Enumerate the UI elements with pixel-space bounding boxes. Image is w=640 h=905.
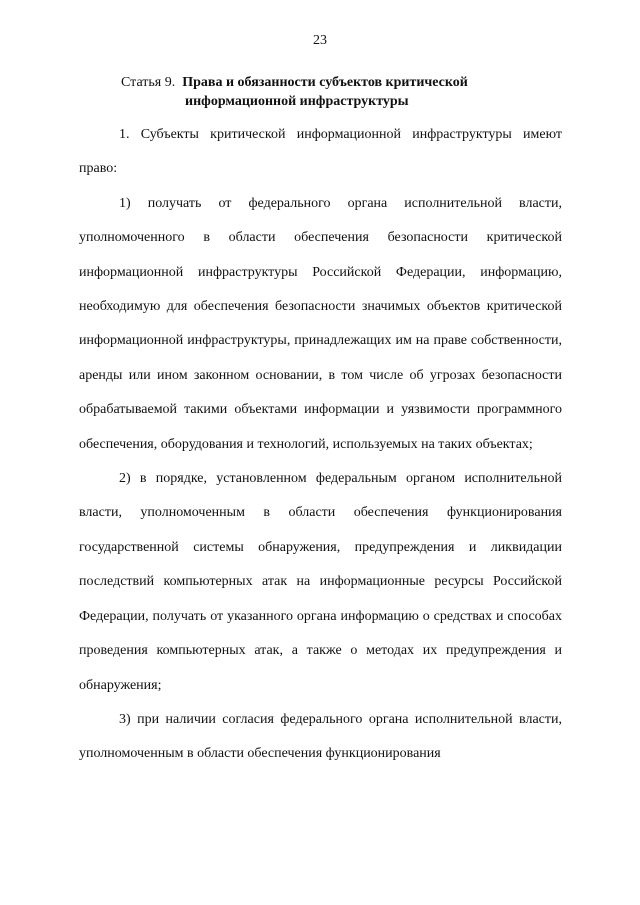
article-label: Статья 9. bbox=[121, 75, 176, 90]
article-heading bbox=[121, 73, 581, 111]
paragraph-item-2: 2) в порядке, установленном федеральным органом исполнительной власти, уполномоченным в области обеспечения функционирования государственной системы обнаружения, предупреждения и ликвидации последствий компьютерных атак на информационные ресурсы Российской Федерации, получать от указанного органа информацию о средствах и способах проведения компьютерных атак, а также о методах их предупреждения и обнаружения; bbox=[79, 471, 562, 693]
article-title-line1: Права и обязанности субъектов критической bbox=[182, 75, 468, 90]
paragraph-1: 1. Субъекты критической информационной инфраструктуры имеют право: bbox=[79, 127, 562, 177]
page-number: 23 bbox=[313, 33, 327, 48]
paragraph-item-1: 1) получать от федерального органа исполнительной власти, уполномоченного в области обеспечения безопасности критической информационной инфраструктуры Российской Федерации, информацию, необходимую для обеспечения безопасности значимых объектов критической информационной инфраструктуры, принадлежащих им на праве собственности, аренды или ином законном основании, в том числе об угрозах безопасности обрабатываемой такими объектами информации и уязвимости программного обеспечения, оборудования и технологий, используемых на таких объектах; bbox=[79, 195, 562, 452]
article-body bbox=[79, 118, 562, 772]
paragraph-item-3: 3) при наличии согласия федерального органа исполнительной власти, уполномоченным в области обеспечения функционирования bbox=[79, 711, 562, 762]
article-title-line2: информационной инфраструктуры bbox=[185, 94, 409, 109]
